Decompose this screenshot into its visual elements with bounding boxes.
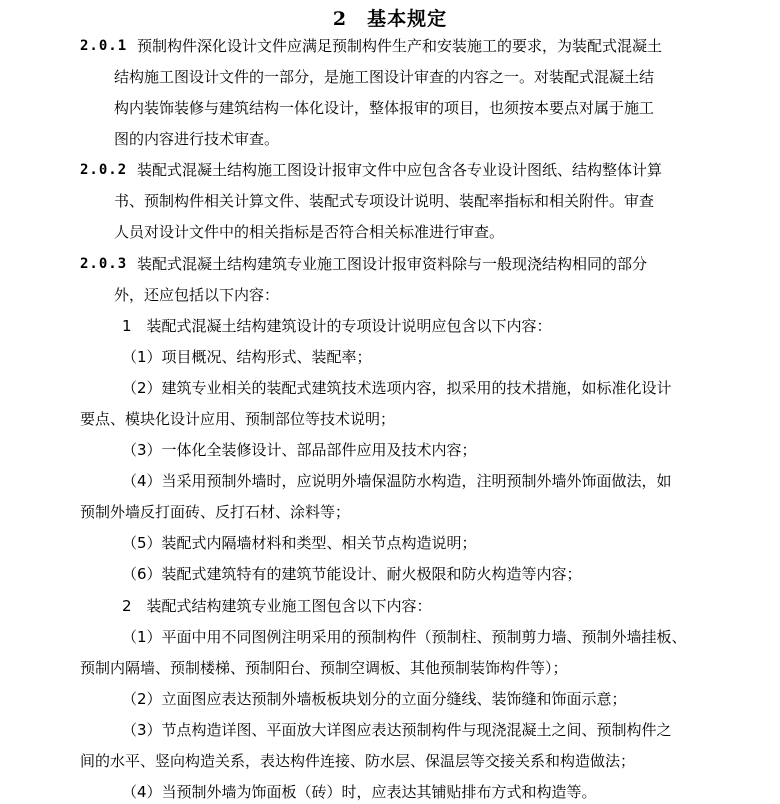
clause-text-line: 预制构件深化设计文件应满足预制构件生产和安装施工的要求，为装配式混凝土 bbox=[137, 37, 663, 55]
clause-text-line: 图的内容进行技术审查。 bbox=[114, 130, 280, 148]
sub-item-line: 要点、模块化设计应用、预制部位等技术说明； bbox=[80, 410, 396, 428]
item-heading: 1 装配式混凝土结构建筑设计的专项设计说明应包含以下内容： bbox=[122, 317, 552, 335]
clause-text-line: 书、预制构件相关计算文件、装配式专项设计说明、装配率指标和相关附件。审查 bbox=[114, 192, 655, 210]
sub-item-line: （3）一体化全装修设计、部品部件应用及技术内容； bbox=[122, 441, 477, 459]
sub-item-line: （1）项目概况、结构形式、装配率； bbox=[122, 348, 372, 366]
sub-item-line: （4）当采用预制外墙时，应说明外墙保温防水构造，注明预制外墙外饰面做法，如 bbox=[122, 472, 672, 490]
sub-item-line: 预制内隔墙、预制楼梯、预制阳台、预制空调板、其他预制装饰构件等）； bbox=[80, 659, 568, 677]
sub-item-line: 间的水平、竖向构造关系，表达构件连接、防水层、保温层等交接关系和构造做法； bbox=[80, 752, 636, 770]
clause-number: 2.0.3 bbox=[80, 256, 128, 272]
item-heading: 2 装配式结构建筑专业施工图包含以下内容： bbox=[122, 597, 432, 615]
clause-text-line: 装配式混凝土结构施工图设计报审文件中应包含各专业设计图纸、结构整体计算 bbox=[137, 161, 663, 179]
clause-text-line: 人员对设计文件中的相关指标是否符合相关标准进行审查。 bbox=[114, 223, 505, 241]
sub-item-line: 预制外墙反打面砖、反打石材、涂料等； bbox=[80, 503, 351, 521]
clause-text-line: 装配式混凝土结构建筑专业施工图设计报审资料除与一般现浇结构相同的部分 bbox=[137, 255, 648, 273]
clause-text-line: 结构施工图设计文件的一部分，是施工图设计审查的内容之一。对装配式混凝土结 bbox=[114, 68, 655, 86]
clause-number: 2.0.2 bbox=[80, 162, 128, 178]
sub-item-line: （2）建筑专业相关的装配式建筑技术选项内容，拟采用的技术措施，如标准化设计 bbox=[122, 379, 672, 397]
clause-text-line: 外，还应包括以下内容： bbox=[114, 286, 280, 304]
sub-item-line: （2）立面图应表达预制外墙板板块划分的立面分缝线、装饰缝和饰面示意； bbox=[122, 690, 627, 708]
section-title: 2 基本规定 bbox=[332, 8, 448, 30]
sub-item-line: （5）装配式内隔墙材料和类型、相关节点构造说明； bbox=[122, 534, 477, 552]
sub-item-line: （1）平面中用不同图例注明采用的预制构件（预制柱、预制剪力墙、预制外墙挂板、 bbox=[122, 628, 687, 646]
clause-text-line: 构内装饰装修与建筑结构一体化设计，整体报审的项目，也须按本要点对属于施工 bbox=[114, 99, 655, 117]
clause-number: 2.0.1 bbox=[80, 38, 128, 54]
sub-item-line: （4）当预制外墙为饰面板（砖）时，应表达其铺贴排布方式和构造等。 bbox=[122, 783, 597, 801]
sub-item-line: （3）节点构造详图、平面放大详图应表达预制构件与现浇混凝土之间、预制构件之 bbox=[122, 721, 672, 739]
sub-item-line: （6）装配式建筑特有的建筑节能设计、耐火极限和防火构造等内容； bbox=[122, 565, 582, 583]
